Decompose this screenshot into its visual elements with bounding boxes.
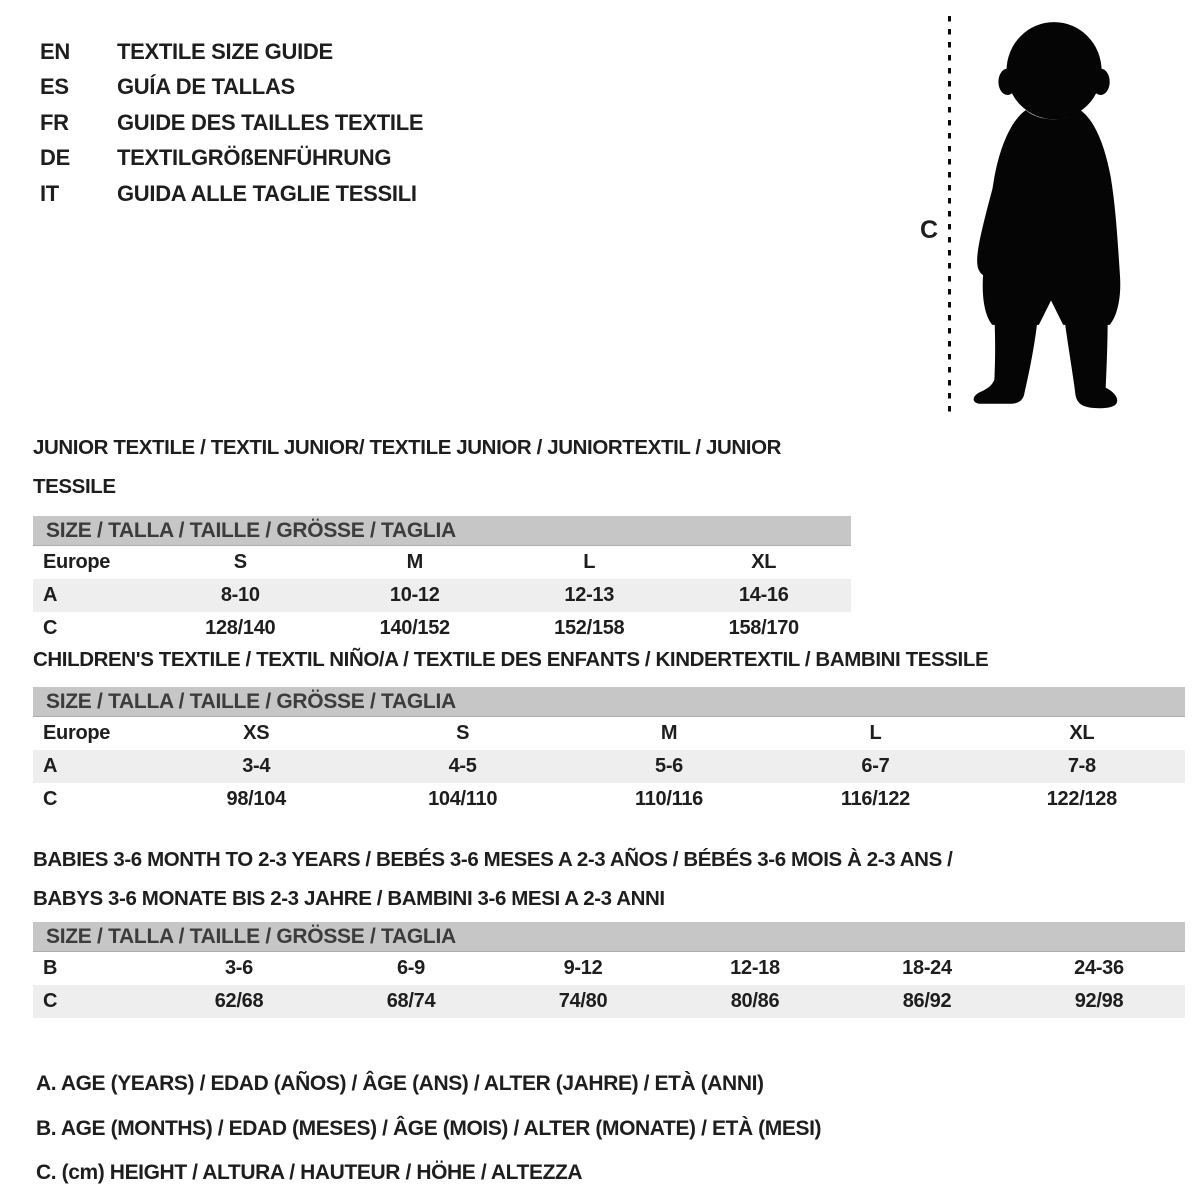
- value-cell: 92/98: [1074, 990, 1124, 1012]
- value-cell: 7-8: [1067, 755, 1096, 777]
- table-row: [33, 579, 851, 612]
- value-cell: XL: [1069, 722, 1095, 744]
- value-cell: 5-6: [655, 755, 684, 777]
- language-title: GUÍA DE TALLAS: [117, 74, 295, 100]
- value-cell: 74/80: [558, 990, 608, 1012]
- language-code: DE: [40, 145, 70, 171]
- section-babies-textile: [33, 840, 1185, 1018]
- size-table: [33, 516, 851, 645]
- section-title: [33, 840, 1185, 918]
- table-row: [33, 750, 1185, 783]
- value-cell: 140/152: [379, 617, 450, 639]
- value-cell: 4-5: [448, 755, 477, 777]
- section-title-line: BABIES 3-6 MONTH TO 2-3 YEARS / BEBÉS 3-6 MESES A 2-3 AÑOS / BÉBÉS 3-6 MOIS À 2-3 ANS /: [33, 848, 953, 871]
- language-row: [40, 141, 423, 177]
- toddler-silhouette-icon: [963, 15, 1135, 420]
- height-measure-dashed-line: [948, 16, 951, 418]
- value-cell: 3-6: [224, 957, 253, 979]
- value-cell: XS: [243, 722, 270, 744]
- value-cell: 3-4: [242, 755, 271, 777]
- value-cell: S: [456, 722, 470, 744]
- section-title: [33, 428, 851, 506]
- language-row: [40, 105, 423, 141]
- section-title-line: BABYS 3-6 MONATE BIS 2-3 JAHRE / BAMBINI 3-6 MESI A 2-3 ANNI: [33, 887, 665, 910]
- value-cell: 6-9: [396, 957, 425, 979]
- value-cell: 104/110: [428, 788, 498, 810]
- value-cell: 158/170: [728, 617, 799, 639]
- row-label-cell: C: [43, 788, 58, 810]
- language-title: TEXTILE SIZE GUIDE: [117, 38, 333, 64]
- value-cell: M: [406, 551, 423, 573]
- section-title-line: CHILDREN'S TEXTILE / TEXTIL NIÑO/A / TEXTILE DES ENFANTS / KINDERTEXTIL / BAMBINI TESSILE: [33, 648, 989, 671]
- value-cell: L: [583, 551, 596, 573]
- legend: [36, 1062, 821, 1196]
- legend-line: A. AGE (YEARS) / EDAD (AÑOS) / ÂGE (ANS) / ALTER (JAHRE) / ETÀ (ANNI): [36, 1072, 764, 1095]
- table-row: [33, 717, 1185, 750]
- row-label-cell: Europe: [43, 551, 111, 573]
- table-row: [33, 783, 1185, 816]
- section-title-line: JUNIOR TEXTILE / TEXTIL JUNIOR/ TEXTILE JUNIOR / JUNIORTEXTIL / JUNIOR TESSILE: [33, 436, 782, 498]
- value-cell: 10-12: [389, 584, 440, 606]
- value-cell: 18-24: [902, 957, 952, 979]
- size-table: [33, 922, 1185, 1018]
- value-cell: L: [869, 722, 882, 744]
- size-table: [33, 687, 1185, 816]
- value-cell: 8-10: [220, 584, 260, 606]
- row-label-cell: Europe: [43, 722, 111, 744]
- row-label-cell: A: [43, 584, 58, 606]
- height-measure-label: C: [920, 216, 938, 244]
- legend-line: B. AGE (MONTHS) / EDAD (MESES) / ÂGE (MOIS) / ALTER (MONATE) / ETÀ (MESI): [36, 1116, 822, 1140]
- language-code: ES: [40, 74, 69, 100]
- row-label-cell: C: [43, 617, 58, 639]
- language-row: [40, 70, 423, 106]
- language-code: EN: [40, 38, 70, 64]
- value-cell: 62/68: [214, 990, 264, 1012]
- language-title: TEXTILGRÖßENFÜHRUNG: [117, 145, 392, 171]
- language-row: [40, 34, 423, 70]
- value-cell: 152/158: [554, 617, 625, 639]
- language-code: FR: [40, 109, 69, 135]
- value-cell: 6-7: [861, 755, 890, 777]
- section-childrens-textile: [33, 640, 1185, 816]
- language-title: GUIDA ALLE TAGLIE TESSILI: [117, 180, 417, 206]
- section-title: [33, 640, 1185, 679]
- value-cell: 122/128: [1046, 788, 1117, 810]
- language-title: GUIDE DES TAILLES TEXTILE: [117, 109, 424, 135]
- size-header-bar: SIZE / TALLA / TAILLE / GRÖSSE / TAGLIA: [33, 922, 1185, 952]
- size-header-bar: SIZE / TALLA / TAILLE / GRÖSSE / TAGLIA: [33, 516, 851, 546]
- row-label-cell: A: [43, 755, 58, 777]
- language-row: [40, 176, 423, 212]
- value-cell: 116/122: [840, 788, 910, 810]
- value-cell: 12-18: [730, 957, 780, 979]
- table-row: [33, 985, 1185, 1018]
- value-cell: M: [660, 722, 678, 744]
- toddler-silhouette-svg: [963, 15, 1135, 420]
- value-cell: 68/74: [386, 990, 436, 1012]
- value-cell: 128/140: [205, 617, 276, 639]
- value-cell: 24-36: [1074, 957, 1124, 979]
- value-cell: 98/104: [226, 788, 286, 810]
- language-title-list: [40, 34, 423, 212]
- value-cell: XL: [751, 551, 777, 573]
- section-junior-textile: [33, 428, 851, 645]
- row-label-cell: C: [43, 990, 58, 1012]
- value-cell: 14-16: [738, 584, 789, 606]
- value-cell: 86/92: [902, 990, 952, 1012]
- size-header-bar: SIZE / TALLA / TAILLE / GRÖSSE / TAGLIA: [33, 687, 1185, 717]
- legend-line: C. (cm) HEIGHT / ALTURA / HAUTEUR / HÖHE / ALTEZZA: [36, 1161, 583, 1184]
- value-cell: 110/116: [635, 788, 704, 810]
- language-code: IT: [40, 180, 59, 206]
- value-cell: 80/86: [730, 990, 780, 1012]
- table-row: [33, 952, 1185, 985]
- row-label-cell: B: [43, 957, 58, 979]
- value-cell: S: [233, 551, 247, 573]
- value-cell: 9-12: [563, 957, 603, 979]
- table-row: [33, 546, 851, 579]
- value-cell: 12-13: [564, 584, 615, 606]
